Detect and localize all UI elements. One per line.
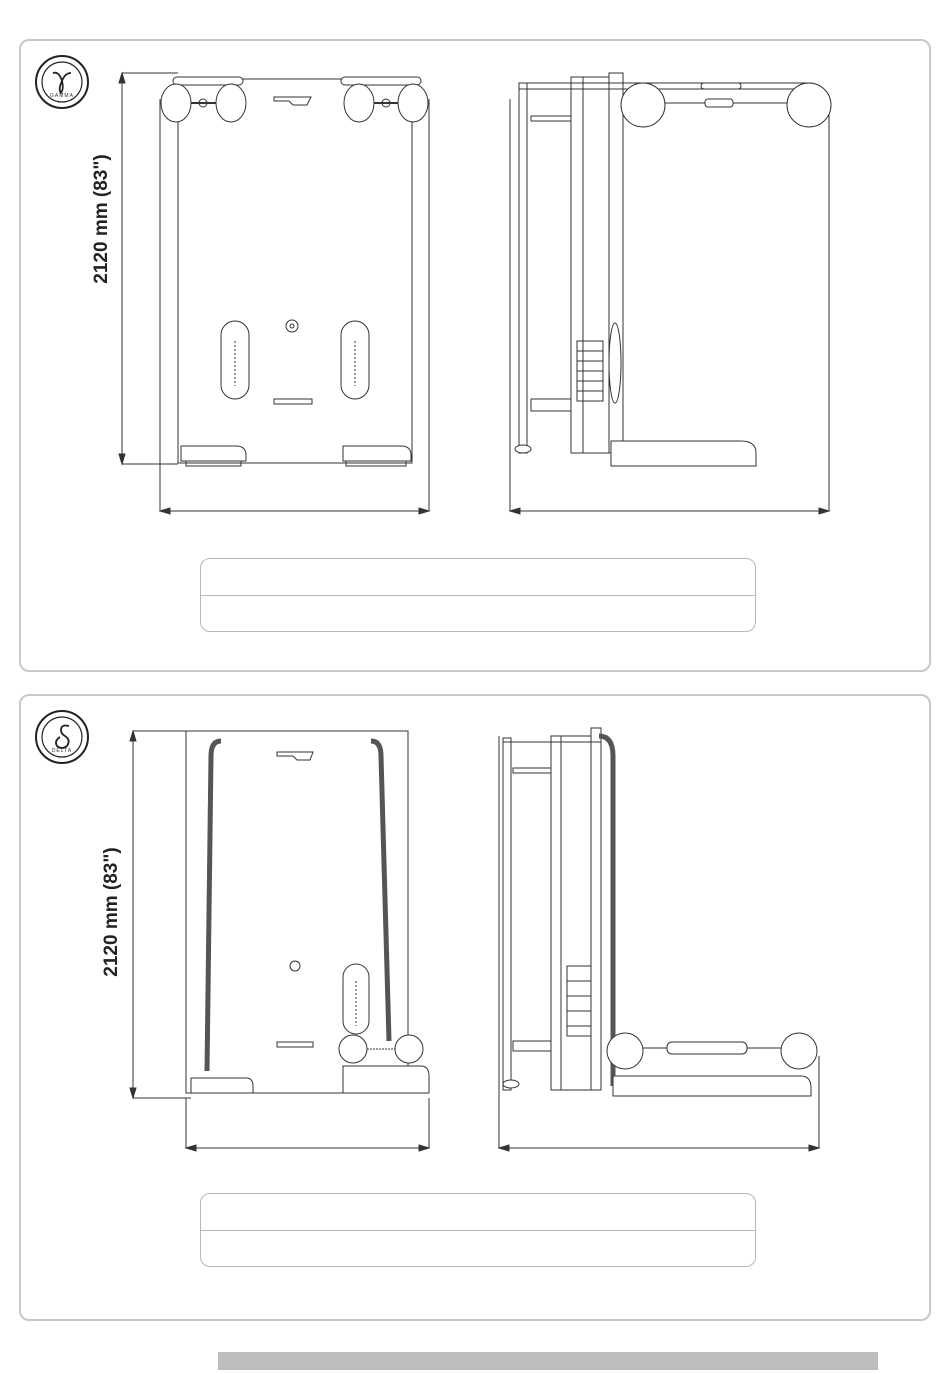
delta-side-view	[499, 728, 819, 1151]
gamma-info-box	[200, 558, 756, 632]
delta-height-label: 2120 mm (83")	[101, 847, 122, 977]
gamma-panel	[19, 39, 931, 672]
gamma-height-label: 2120 mm (83")	[91, 154, 112, 284]
gamma-front-view	[160, 77, 429, 514]
delta-info-row	[201, 1194, 755, 1230]
delta-panel	[19, 694, 931, 1321]
delta-info-box	[200, 1193, 756, 1267]
delta-logo-name: DELTA	[51, 748, 73, 754]
delta-height-dimension	[130, 731, 191, 1098]
gamma-info-row	[201, 595, 755, 632]
gamma-logo-name: GAMMA	[50, 93, 74, 99]
footer-bar	[218, 1352, 878, 1370]
gamma-side-view	[510, 73, 831, 514]
gamma-height-dimension	[119, 73, 178, 464]
delta-info-row	[201, 1230, 755, 1267]
gamma-info-row	[201, 559, 755, 595]
delta-front-view	[186, 731, 429, 1151]
